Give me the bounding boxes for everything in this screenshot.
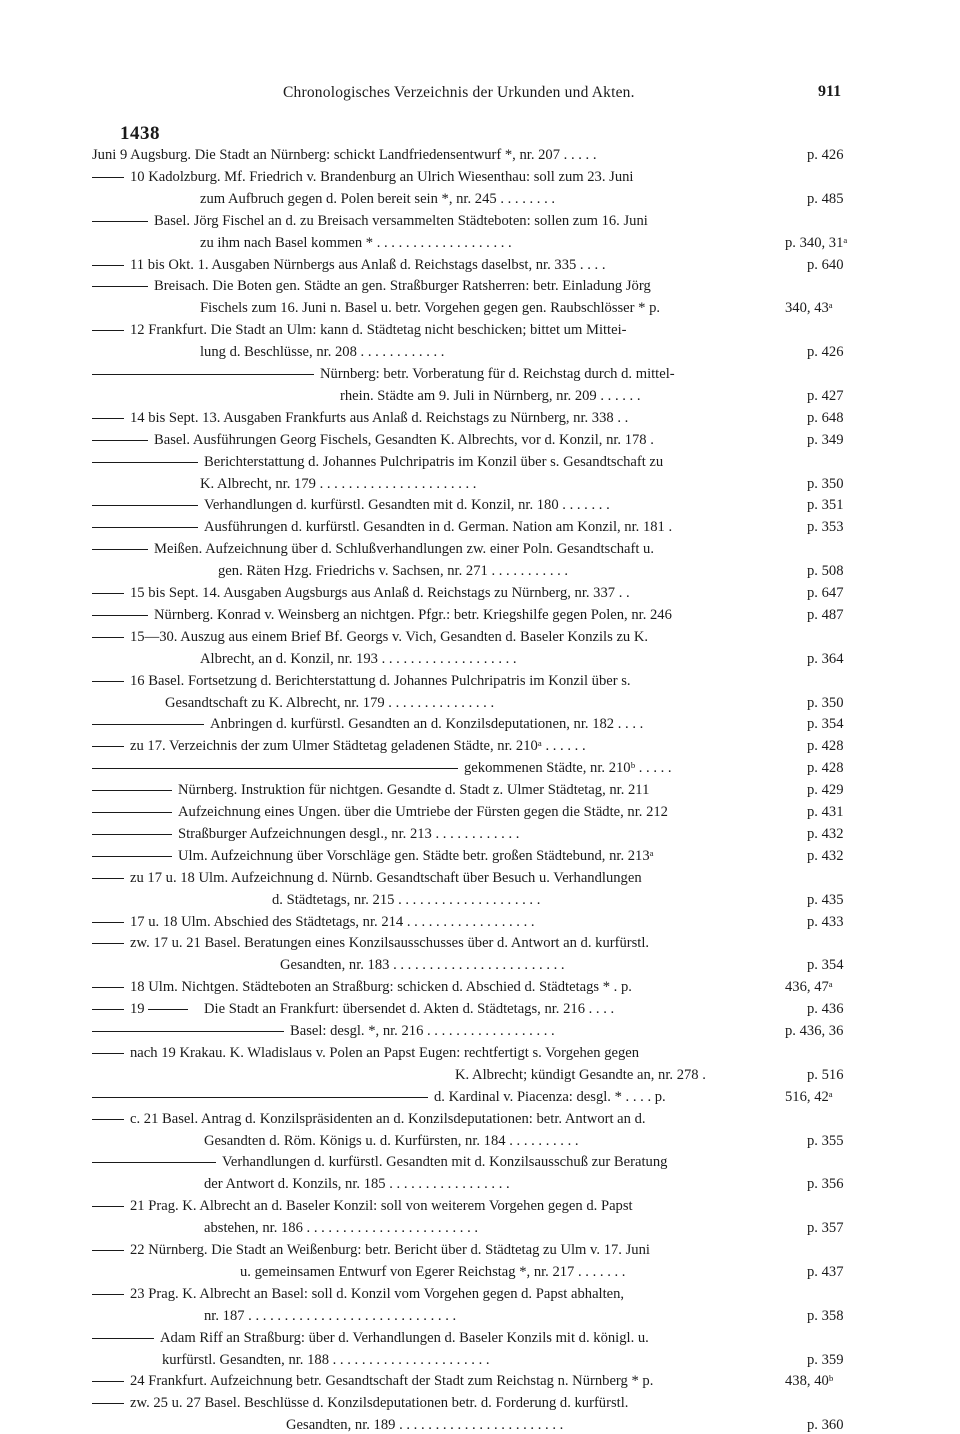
page-reference: p. 428: [807, 738, 844, 754]
entry-text: K. Albrecht; kündigt Gesandte an, nr. 278 .: [455, 1067, 706, 1083]
entry-text: gekommenen Städte, nr. 210ᵇ . . . . .: [464, 760, 672, 776]
entry-text: der Antwort d. Konzils, nr. 185 . . . . . . . . . . . . . . . . .: [204, 1176, 510, 1192]
entry-row: [92, 496, 792, 514]
entry-row: [92, 1088, 792, 1106]
entry-row: [92, 650, 792, 668]
entry-text: d. Städtetags, nr. 215 . . . . . . . . . . . . . . . . . . . .: [272, 892, 541, 908]
entry-row: [92, 431, 792, 449]
entry-row: [92, 365, 792, 383]
page-reference: p. 485: [807, 191, 844, 207]
entry-text: zum Aufbruch gegen d. Polen bereit sein *, nr. 245 . . . . . . . .: [200, 191, 556, 207]
entry-text: 15—30. Auszug aus einem Brief Bf. Georgs v. Vich, Gesandten d. Baseler Konzils zu K.: [130, 629, 649, 645]
page-reference: p. 350: [807, 695, 844, 711]
running-header: Chronologisches Verzeichnis der Urkunden und Akten.: [283, 84, 635, 101]
entry-row: [92, 409, 792, 427]
entry-text: 14 bis Sept. 13. Ausgaben Frankfurts aus Anlaß d. Reichstags zu Nürnberg, nr. 338 . .: [130, 410, 629, 426]
entry-row: [92, 387, 792, 405]
entry-text: Basel: desgl. *, nr. 216 . . . . . . . . . . . . . . . . . .: [290, 1023, 555, 1039]
entry-text: Gesandtschaft zu K. Albrecht, nr. 179 . . . . . . . . . . . . . . .: [165, 695, 495, 711]
entry-text: Aufzeichnung eines Ungen. über die Umtriebe der Fürsten gegen die Städte, nr. 212: [178, 804, 668, 820]
page-reference: 340, 43ᵃ: [785, 300, 833, 316]
ditto-dash: [92, 265, 124, 266]
ditto-dash: [92, 1162, 216, 1163]
ditto-dash: [92, 286, 148, 287]
entry-row: [92, 1285, 792, 1303]
page-reference: p. 427: [807, 388, 844, 404]
entry-row: [92, 913, 792, 931]
entry-row: [92, 584, 792, 602]
entry-row: [92, 1263, 792, 1281]
entry-row: [92, 475, 792, 493]
entry-row: [92, 628, 792, 646]
page-reference: 516, 42ᵃ: [785, 1089, 833, 1105]
entry-row: [92, 562, 792, 580]
entry-row: [92, 146, 792, 164]
ditto-dash: [92, 922, 124, 923]
ditto-dash: [92, 681, 124, 682]
ditto-dash: [92, 987, 124, 988]
entry-text: zw. 25 u. 27 Basel. Beschlüsse d. Konzilsdeputationen betr. d. Forderung d. kurfürstl.: [130, 1395, 629, 1411]
entry-row: [92, 606, 792, 624]
page-reference: p. 640: [807, 257, 844, 273]
page-reference: p. 508: [807, 563, 844, 579]
entry-row: [92, 803, 792, 821]
ditto-dash: [92, 462, 198, 463]
entry-row: [92, 1241, 792, 1259]
entry-row: [92, 672, 792, 690]
ditto-dash: [92, 330, 124, 331]
ditto-dash: [92, 637, 124, 638]
entry-row: [92, 1044, 792, 1062]
page-reference: p. 359: [807, 1352, 844, 1368]
ditto-dash: [92, 549, 148, 550]
page-reference: p. 437: [807, 1264, 844, 1280]
entry-text: Basel. Jörg Fischel an d. zu Breisach versammelten Städteboten: sollen zum 16. Juni: [154, 213, 648, 229]
page-reference: p. 354: [807, 716, 844, 732]
entry-row: [92, 1022, 792, 1040]
entry-text: abstehen, nr. 186 . . . . . . . . . . . . . . . . . . . . . . . .: [204, 1220, 479, 1236]
ditto-dash: [92, 1031, 284, 1032]
ditto-dash: [92, 615, 148, 616]
ditto-dash: [92, 1381, 124, 1382]
entry-row: [92, 978, 792, 996]
ditto-dash: [92, 1119, 124, 1120]
page-reference: p. 428: [807, 760, 844, 776]
entry-row: [92, 1329, 792, 1347]
entry-text: kurfürstl. Gesandten, nr. 188 . . . . . . . . . . . . . . . . . . . . . .: [162, 1352, 490, 1368]
entry-text: 11 bis Okt. 1. Ausgaben Nürnbergs aus Anlaß d. Reichstags daselbst, nr. 335 . . . .: [130, 257, 606, 273]
entry-text: Nürnberg. Konrad v. Weinsberg an nichtgen. Pfgr.: betr. Kriegshilfe gegen Polen, nr. 246: [154, 607, 672, 623]
entry-text: Albrecht, an d. Konzil, nr. 193 . . . . . . . . . . . . . . . . . . .: [200, 651, 517, 667]
ditto-dash: [148, 1009, 188, 1010]
entry-text: u. gemeinsamen Entwurf von Egerer Reichstag *, nr. 217 . . . . . . .: [240, 1264, 626, 1280]
page-reference: p. 487: [807, 607, 844, 623]
year-heading: 1438: [120, 123, 160, 144]
ditto-dash: [92, 834, 172, 835]
page-reference: p. 436: [807, 1001, 844, 1017]
entry-row: [92, 1351, 792, 1369]
ditto-dash: [92, 440, 148, 441]
ditto-dash: [92, 1009, 124, 1010]
entry-row: [92, 715, 792, 733]
page-reference: 436, 47ᵃ: [785, 979, 833, 995]
entry-text: 19: [130, 1001, 145, 1017]
entry-text: zu 17. Verzeichnis der zum Ulmer Städtetag geladenen Städte, nr. 210ᵃ . . . . . .: [130, 738, 586, 754]
entry-row: [92, 453, 792, 471]
ditto-dash: [92, 527, 198, 528]
entry-row: [92, 1132, 792, 1150]
entry-text: Gesandten, nr. 183 . . . . . . . . . . . . . . . . . . . . . . . .: [280, 957, 565, 973]
page-reference: p. 340, 31ᵃ: [785, 235, 848, 251]
entry-row: [92, 759, 792, 777]
entry-text: Ulm. Aufzeichnung über Vorschläge gen. Städte betr. großen Städtebund, nr. 213ᵃ: [178, 848, 654, 864]
ditto-dash: [92, 878, 124, 879]
entry-text: 10 Kadolzburg. Mf. Friedrich v. Brandenburg an Ulrich Wiesenthau: soll zum 23. Juni: [130, 169, 634, 185]
entry-row: [92, 869, 792, 887]
ditto-dash: [92, 1403, 124, 1404]
entry-row: [92, 1307, 792, 1325]
entry-text: gen. Räten Hzg. Friedrichs v. Sachsen, nr. 271 . . . . . . . . . . .: [218, 563, 569, 579]
page-reference: 438, 40ᵇ: [785, 1373, 834, 1389]
entry-row: [92, 168, 792, 186]
entry-text: 12 Frankfurt. Die Stadt an Ulm: kann d. Städtetag nicht beschicken; bittet um Mittei-: [130, 322, 627, 338]
entry-row: [92, 234, 792, 252]
ditto-dash: [92, 418, 124, 419]
entry-text: nr. 187 . . . . . . . . . . . . . . . . . . . . . . . . . . . . .: [204, 1308, 457, 1324]
page-reference: p. 432: [807, 848, 844, 864]
ditto-dash: [92, 374, 314, 375]
page-reference: p. 356: [807, 1176, 844, 1192]
entry-row: [92, 781, 792, 799]
page-reference: p. 431: [807, 804, 844, 820]
entry-text: Juni 9 Augsburg. Die Stadt an Nürnberg: schickt Landfriedensentwurf *, nr. 207 . . . . .: [92, 147, 597, 163]
entry-text: Nürnberg: betr. Vorberatung für d. Reichstag durch d. mittel-: [320, 366, 675, 382]
page-reference: p. 353: [807, 519, 844, 535]
ditto-dash: [92, 768, 458, 769]
ditto-dash: [92, 746, 124, 747]
ditto-dash: [92, 221, 148, 222]
entry-row: [92, 847, 792, 865]
entry-row: [92, 540, 792, 558]
entry-text: 18 Ulm. Nichtgen. Städteboten an Straßburg: schicken d. Abschied d. Städtetags * . p.: [130, 979, 632, 995]
ditto-dash: [92, 1206, 124, 1207]
entry-text: K. Albrecht, nr. 179 . . . . . . . . . . . . . . . . . . . . . .: [200, 476, 477, 492]
entry-text: 23 Prag. K. Albrecht an Basel: soll d. Konzil vom Vorgehen gegen d. Papst abhalten,: [130, 1286, 625, 1302]
page-reference: p. 351: [807, 497, 844, 513]
page-reference: p. 647: [807, 585, 844, 601]
page-reference: p. 429: [807, 782, 844, 798]
entry-row: [92, 825, 792, 843]
page-number: 911: [818, 83, 842, 100]
entry-text: Straßburger Aufzeichnungen desgl., nr. 213 . . . . . . . . . . . .: [178, 826, 520, 842]
entry-row: [92, 1219, 792, 1237]
entry-row: [92, 1110, 792, 1128]
entry-text: lung d. Beschlüsse, nr. 208 . . . . . . . . . . . .: [200, 344, 445, 360]
entry-row: [92, 299, 792, 317]
entry-row: [92, 737, 792, 755]
entry-text: 17 u. 18 Ulm. Abschied des Städtetags, nr. 214 . . . . . . . . . . . . . . . . . .: [130, 914, 535, 930]
entry-row: [92, 1372, 792, 1390]
entry-text: Die Stadt an Frankfurt: übersendet d. Akten d. Städtetags, nr. 216 . . . .: [204, 1001, 615, 1017]
entry-row: [92, 891, 792, 909]
entry-text: Anbringen d. kurfürstl. Gesandten an d. Konzilsdeputationen, nr. 182 . . . .: [210, 716, 644, 732]
entry-text: 16 Basel. Fortsetzung d. Berichterstattung d. Johannes Pulchripatris im Konzil über s.: [130, 673, 631, 689]
entry-text: Meißen. Aufzeichnung über d. Schlußverhandlungen zw. einer Poln. Gesandtschaft u.: [154, 541, 654, 557]
entry-text: nach 19 Krakau. K. Wladislaus v. Polen an Papst Eugen: rechtfertigt s. Vorgehen gegen: [130, 1045, 640, 1061]
page-reference: p. 516: [807, 1067, 844, 1083]
page-reference: p. 357: [807, 1220, 844, 1236]
page-reference: p. 435: [807, 892, 844, 908]
entry-row: [92, 1066, 792, 1084]
entry-row: [92, 694, 792, 712]
entry-text: Ausführungen d. kurfürstl. Gesandten in d. German. Nation am Konzil, nr. 181 .: [204, 519, 673, 535]
entry-row: [92, 343, 792, 361]
ditto-dash: [92, 1250, 124, 1251]
page-reference: p. 355: [807, 1133, 844, 1149]
page-reference: p. 354: [807, 957, 844, 973]
entry-text: c. 21 Basel. Antrag d. Konzilspräsidenten an d. Konzilsdeputationen: betr. Antwort an d.: [130, 1111, 646, 1127]
ditto-dash: [92, 724, 204, 725]
entry-row: [92, 1175, 792, 1193]
entry-text: Gesandten d. Röm. Königs u. d. Kurfürsten, nr. 184 . . . . . . . . . .: [204, 1133, 579, 1149]
ditto-dash: [92, 812, 172, 813]
entry-text: Berichterstattung d. Johannes Pulchripatris im Konzil über s. Gesandtschaft zu: [204, 454, 664, 470]
entry-row: [92, 1153, 792, 1171]
ditto-dash: [92, 943, 124, 944]
entry-row: [92, 321, 792, 339]
entry-text: Breisach. Die Boten gen. Städte an gen. Straßburger Ratsherren: betr. Einladung Jörg: [154, 278, 651, 294]
entry-text: Basel. Ausführungen Georg Fischels, Gesandten K. Albrechts, vor d. Konzil, nr. 178 .: [154, 432, 654, 448]
entry-text: Verhandlungen d. kurfürstl. Gesandten mit d. Konzilsausschuß zur Beratung: [222, 1154, 668, 1170]
page-reference: p. 432: [807, 826, 844, 842]
entry-text: zu 17 u. 18 Ulm. Aufzeichnung d. Nürnb. Gesandtschaft über Besuch u. Verhandlungen: [130, 870, 642, 886]
page-reference: p. 358: [807, 1308, 844, 1324]
entry-row: [92, 956, 792, 974]
ditto-dash: [92, 856, 172, 857]
page-reference: p. 433: [807, 914, 844, 930]
page-reference: p. 350: [807, 476, 844, 492]
ditto-dash: [92, 1053, 124, 1054]
entry-row: [92, 256, 792, 274]
entry-row: [92, 1394, 792, 1412]
ditto-dash: [92, 790, 172, 791]
entry-text: 22 Nürnberg. Die Stadt an Weißenburg: betr. Bericht über d. Städtetag zu Ulm v. 17. Juni: [130, 1242, 650, 1258]
ditto-dash: [92, 1338, 154, 1339]
ditto-dash: [92, 593, 124, 594]
entry-text: 15 bis Sept. 14. Ausgaben Augsburgs aus Anlaß d. Reichstags zu Nürnberg, nr. 337 . .: [130, 585, 630, 601]
entry-row: [92, 190, 792, 208]
page-reference: p. 436, 36: [785, 1023, 844, 1039]
entry-text: zw. 17 u. 21 Basel. Beratungen eines Konzilsausschusses über d. Antwort an d. kurfürstl.: [130, 935, 650, 951]
entry-text: Gesandten, nr. 189 . . . . . . . . . . . . . . . . . . . . . . .: [286, 1417, 564, 1433]
page-reference: p. 349: [807, 432, 844, 448]
page-reference: p. 426: [807, 147, 844, 163]
entry-row: [92, 277, 792, 295]
entry-row: [92, 1197, 792, 1215]
entry-text: Verhandlungen d. kurfürstl. Gesandten mit d. Konzil, nr. 180 . . . . . . .: [204, 497, 610, 513]
entry-text: zu ihm nach Basel kommen * . . . . . . . . . . . . . . . . . . .: [200, 235, 512, 251]
entry-row: [92, 518, 792, 536]
page-reference: p. 360: [807, 1417, 844, 1433]
entry-row: [92, 212, 792, 230]
page-reference: p. 648: [807, 410, 844, 426]
ditto-dash: [92, 1294, 124, 1295]
page-reference: p. 364: [807, 651, 844, 667]
entry-text: rhein. Städte am 9. Juli in Nürnberg, nr. 209 . . . . . .: [340, 388, 641, 404]
entry-text: 21 Prag. K. Albrecht an d. Baseler Konzil: soll von weiterem Vorgehen gegen d. Papst: [130, 1198, 633, 1214]
entry-text: d. Kardinal v. Piacenza: desgl. * . . . . p.: [434, 1089, 666, 1105]
ditto-dash: [92, 177, 124, 178]
page-reference: p. 426: [807, 344, 844, 360]
ditto-dash: [92, 505, 198, 506]
entry-text: Nürnberg. Instruktion für nichtgen. Gesandte d. Stadt z. Ulmer Städtetag, nr. 211: [178, 782, 650, 798]
entry-row: [92, 934, 792, 952]
entry-row: [92, 1416, 792, 1434]
entry-text: Fischels zum 16. Juni n. Basel u. betr. Vorgehen gegen gen. Raubschlösser * p.: [200, 300, 661, 316]
entry-text: 24 Frankfurt. Aufzeichnung betr. Gesandtschaft der Stadt zum Reichstag n. Nürnberg * p.: [130, 1373, 654, 1389]
ditto-dash: [92, 1097, 428, 1098]
entry-text: Adam Riff an Straßburg: über d. Verhandlungen d. Baseler Konzils mit d. königl. u.: [160, 1330, 649, 1346]
